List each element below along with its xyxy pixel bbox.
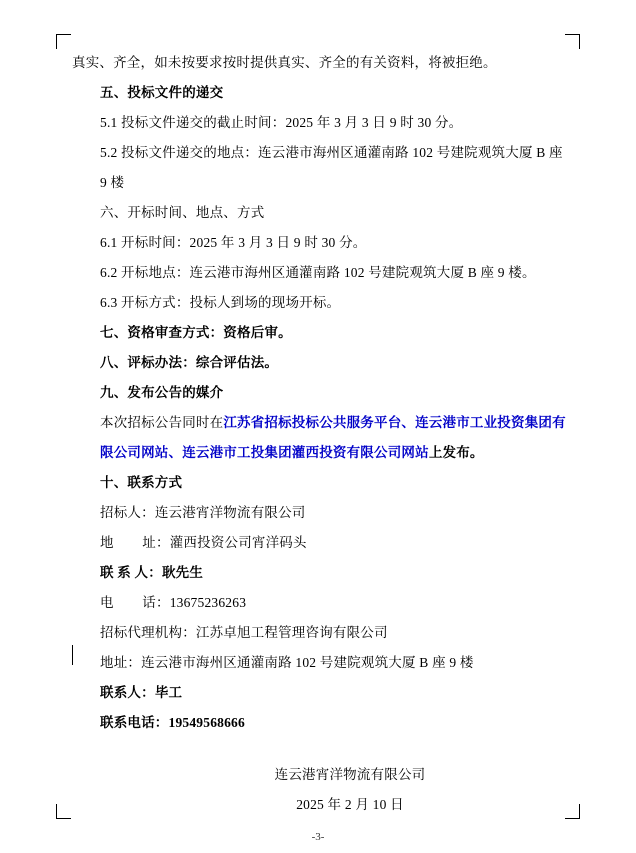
media-suffix: 上发布。 <box>428 445 484 460</box>
paragraph-continuation: 真实、齐全，如未按要求按时提供真实、齐全的有关资料，将被拒绝。 <box>72 55 497 70</box>
contact-label: 地址： <box>100 655 142 670</box>
section-heading-8: 八、评标办法：综合评估法。 <box>100 355 279 370</box>
contact-label: 联系电话： <box>100 715 169 730</box>
contact-item <box>72 558 568 588</box>
signature-company-line <box>72 760 568 790</box>
signature-date: 2025 年 2 月 10 日 <box>296 797 404 812</box>
contact-value: 毕工 <box>154 685 183 700</box>
contact-value: 耿先生 <box>161 565 204 580</box>
media-paragraph <box>72 408 568 468</box>
contact-value: 连云港宵洋物流有限公司 <box>154 505 306 520</box>
contact-list <box>72 498 568 738</box>
contact-item <box>72 588 568 618</box>
contact-item <box>72 708 568 738</box>
section-heading-7: 七、资格审查方式：资格后审。 <box>100 325 292 340</box>
crop-mark-bottom-left <box>56 804 71 819</box>
clause-5-2: 5.2 投标文件递交的地点：连云港市海州区通灌南路 102 号建院观筑大厦 B 座 9 楼 <box>100 145 567 190</box>
section-heading-5: 五、投标文件的递交 <box>100 85 224 100</box>
page-number: -3- <box>311 831 325 843</box>
crop-mark-top-right <box>565 34 580 49</box>
section-heading-6: 六、开标时间、地点、方式 <box>100 205 265 220</box>
contact-item <box>72 648 568 678</box>
contact-item <box>72 618 568 648</box>
contact-label: 联 系 人： <box>100 565 162 580</box>
signature-date-line <box>72 790 568 820</box>
contact-item <box>72 498 568 528</box>
clause-5-1: 5.1 投标文件递交的截止时间：2025 年 3 月 3 日 9 时 30 分。 <box>100 115 463 130</box>
contact-label: 联系人： <box>100 685 155 700</box>
media-highlight: 江苏省招标投标公共服务平台、连云港市工业投资集团有限公司网站、连云港市工投集团灌西投资有限公司网站 <box>100 415 566 460</box>
signature-company: 连云港宵洋物流有限公司 <box>274 767 426 782</box>
contact-label: 电 话： <box>100 595 170 610</box>
contact-value: 13675236263 <box>169 595 247 610</box>
contact-value: 江苏卓旭工程管理咨询有限公司 <box>195 625 388 640</box>
clause-6-3: 6.3 开标方式：投标人到场的现场开标。 <box>100 295 341 310</box>
section-heading-9: 九、发布公告的媒介 <box>100 385 224 400</box>
section-heading-10: 十、联系方式 <box>100 475 183 490</box>
contact-item <box>72 678 568 708</box>
crop-mark-top-left <box>56 34 71 49</box>
document-body <box>72 48 568 820</box>
clause-6-2: 6.2 开标地点：连云港市海州区通灌南路 102 号建院观筑大厦 B 座 9 楼。 <box>100 265 536 280</box>
clause-6-1: 6.1 开标时间：2025 年 3 月 3 日 9 时 30 分。 <box>100 235 367 250</box>
media-prefix: 本次招标公告同时在 <box>100 415 224 430</box>
contact-value: 灌西投资公司宵洋码头 <box>169 535 307 550</box>
contact-label: 地 址： <box>100 535 170 550</box>
contact-label: 招标人： <box>100 505 155 520</box>
contact-label: 招标代理机构： <box>100 625 196 640</box>
contact-item <box>72 528 568 558</box>
contact-value: 连云港市海州区通灌南路 102 号建院观筑大厦 B 座 9 楼 <box>141 655 474 670</box>
contact-value: 19549568666 <box>168 715 245 730</box>
